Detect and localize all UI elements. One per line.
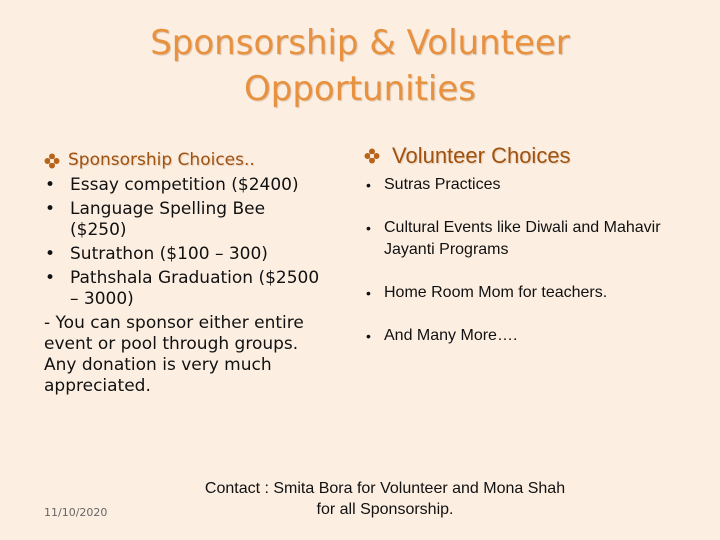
list-item: • Sutras Practices [364, 174, 664, 196]
list-item: • Cultural Events like Diwali and Mahavir Jayanti Programs [364, 217, 664, 261]
contact-line: Contact : Smita Bora for Volunteer and Mona Shah for all Sponsorship. [204, 480, 566, 518]
list-item: • Language Spelling Bee ($250) [44, 199, 324, 241]
sponsorship-section [44, 150, 324, 397]
sponsorship-heading [44, 150, 324, 171]
volunteer-heading-label: Volunteer Choices [392, 143, 571, 168]
slide-title: Sponsorship & Volunteer Opportunities [150, 23, 570, 109]
volunteer-section [364, 142, 664, 368]
sponsorship-note: - You can sponsor either entire event or pool through groups. Any donation is very much appreciated. [44, 313, 304, 396]
diamond-icon [44, 153, 60, 169]
list-item: • Sutrathon ($100 – 300) [44, 244, 324, 265]
list-item: • Home Room Mom for teachers. [364, 282, 664, 304]
volunteer-heading [364, 142, 664, 170]
sponsorship-list [44, 175, 324, 310]
slide-date: 11/10/2020 [44, 506, 108, 519]
list-item: • And Many More…. [364, 325, 664, 347]
diamond-icon [364, 148, 380, 164]
volunteer-list [364, 174, 664, 347]
sponsorship-heading-label: Sponsorship Choices.. [68, 150, 255, 170]
list-item: • Essay competition ($2400) [44, 175, 324, 196]
list-item: • Pathshala Graduation ($2500 – 3000) [44, 268, 324, 310]
